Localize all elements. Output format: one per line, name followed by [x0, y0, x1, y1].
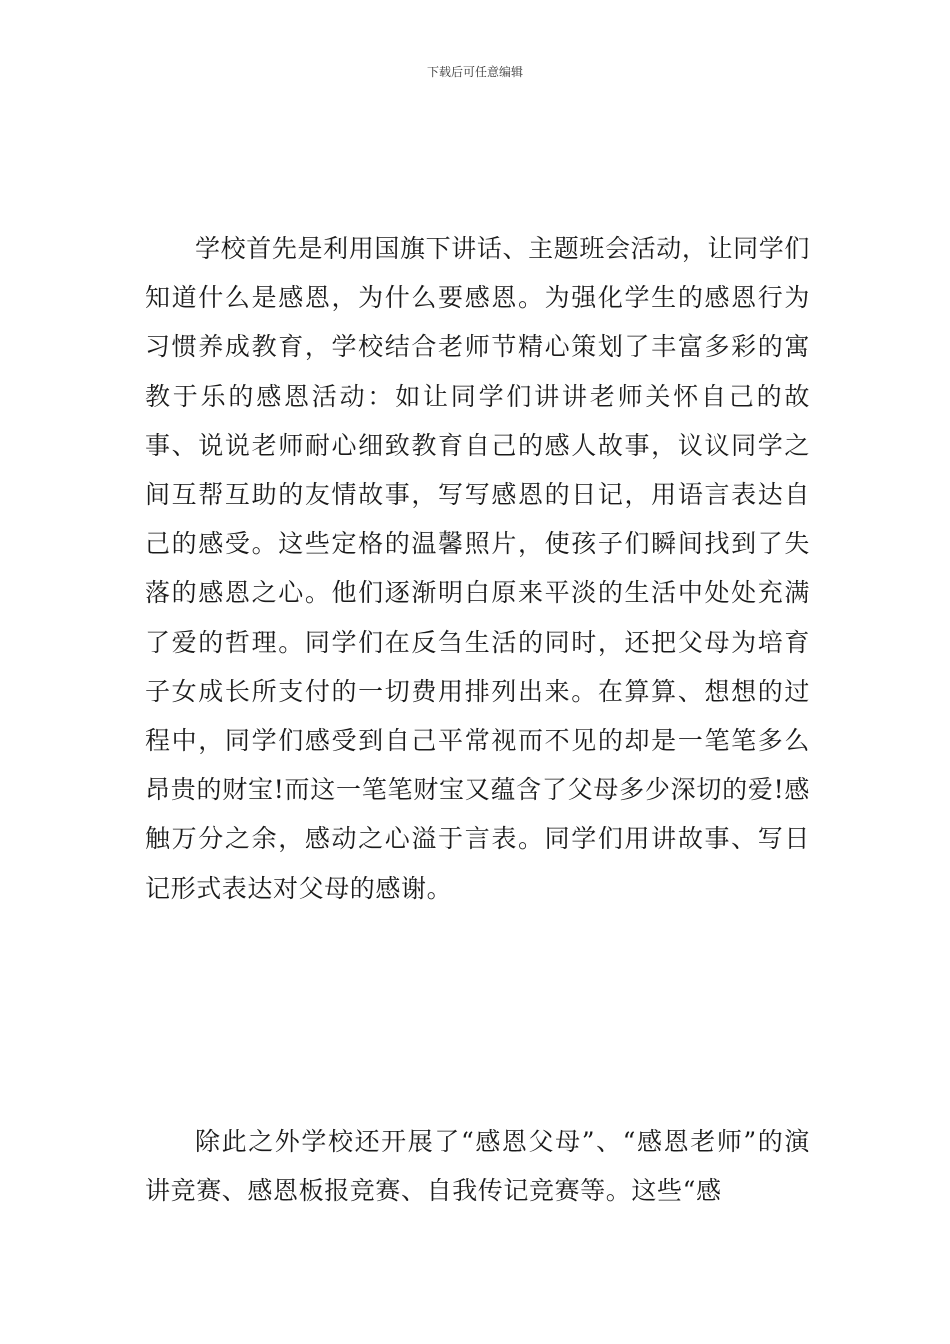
- body-paragraph-1: 学校首先是利用国旗下讲话、主题班会活动，让同学们知道什么是感恩，为什么要感恩。为强化学生的感恩行为习惯养成教育，学校结合老师节精心策划了丰富多彩的寓教于乐的感恩活动：如让同学们讲讲老师关怀自己的故事、说说老师耐心细致教育自己的感人故事，议议同学之间互帮互助的友情故事，写写感恩的日记，用语言表达自己的感受。这些定格的温馨照片，使孩子们瞬间找到了失落的感恩之心。他们逐渐明白原来平淡的生活中处处充满了爱的哲理。同学们在反刍生活的同时，还把父母为培育子女成长所支付的一切费用排列出来。在算算、想想的过程中，同学们感受到自己平常视而不见的却是一笔笔多么昂贵的财宝!而这一笔笔财宝又蕴含了父母多少深切的爱!感触万分之余，感动之心溢于言表。同学们用讲故事、写日记形式表达对父母的感谢。: [145, 234, 810, 903]
- body-paragraph-2: 除此之外学校还开展了“感恩父母”、“感恩老师”的演讲竞赛、感恩板报竞赛、自我传记竞赛等。这些“感: [145, 1127, 810, 1206]
- page-header-note: 下载后可任意编辑: [426, 65, 523, 79]
